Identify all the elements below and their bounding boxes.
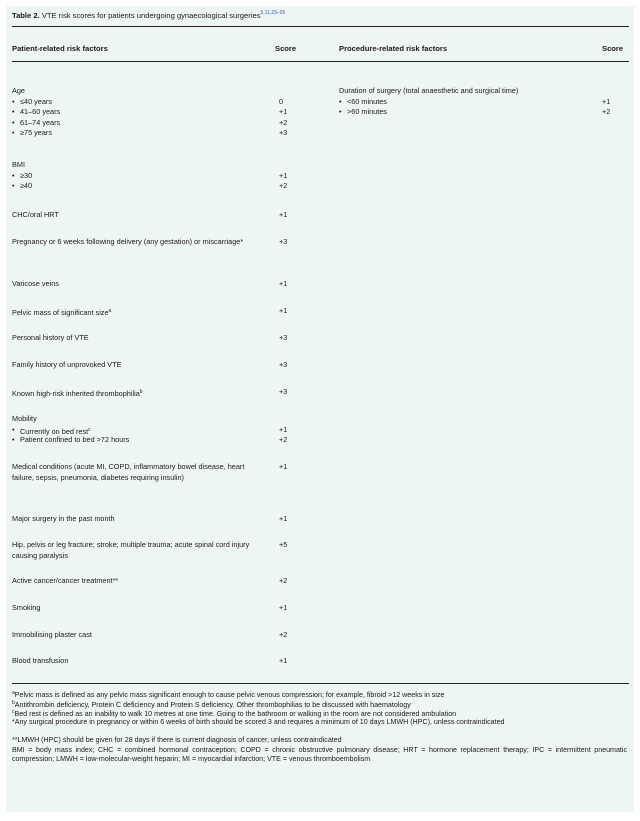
header-procedure: Procedure-related risk factors	[339, 44, 448, 53]
plaster-score: +2	[279, 630, 288, 639]
family-score: +3	[279, 360, 288, 369]
personal-score: +3	[279, 333, 288, 342]
duration-item-2: >60 minutes	[347, 107, 387, 116]
footnote-c-marker: c	[12, 709, 15, 715]
hip-label: Hip, pelvis or leg fracture; stroke; multiple trauma; acute spinal cord injury causing paralysis	[12, 540, 250, 560]
medical-label: Medical conditions (acute MI, COPD, inflammatory bowel disease, heart failure, sepsis, pneumonia, diabetes requiring insulin)	[12, 462, 245, 482]
duration-score-1: +1	[602, 96, 611, 106]
thrombophilia-score: +3	[279, 387, 288, 396]
bullet: •	[12, 128, 15, 137]
mobility-score-2: +2	[279, 435, 288, 444]
transfusion-score: +1	[279, 656, 288, 665]
footnote-a-text: Pelvic mass is defined as any pelvic mass significant enough to cause pelvic venous compression; for example, fibroid >12 weeks in size	[14, 691, 445, 699]
plaster-label: Immobilising plaster cast	[12, 630, 92, 639]
mobility-item-2: Patient confined to bed >72 hours	[20, 435, 130, 444]
footnote-b-marker: b	[12, 699, 15, 706]
personal-label: Personal history of VTE	[12, 333, 89, 342]
mobility-label: Mobility	[12, 414, 37, 423]
age-score-1: 0	[279, 96, 284, 106]
footnote-double-star: **LMWH (HPC) should be given for 28 days if there is current diagnosis of cancer, unless contraindicated	[12, 736, 342, 744]
bullet: •	[12, 170, 15, 180]
top-rule	[12, 26, 629, 27]
family-label: Family history of unprovoked VTE	[12, 360, 122, 369]
thrombophilia-text: Known high-risk inherited thrombophilia	[12, 389, 140, 398]
pelvic-score: +1	[279, 306, 288, 315]
footnote-star: *Any surgical procedure in pregnancy or within 6 weeks of birth should be scored 3 and requires a minimum of 10 days LMWH (HPC), unless contraindicated	[12, 717, 505, 726]
footnote-b-text: Antithrombin deficiency, Protein C deficiency and Protein S deficiency. Other thrombophilias to be discussed with haematology	[14, 700, 411, 709]
bmi-item-1: ≥30	[20, 170, 33, 180]
table-number: Table 2.	[12, 11, 40, 20]
pregnancy-label: Pregnancy or 6 weeks following delivery (any gestation) or miscarriage*	[12, 237, 244, 246]
varicose-score: +1	[279, 279, 288, 288]
pregnancy-score: +3	[279, 237, 288, 246]
mobility-score-1: +1	[279, 424, 288, 434]
pelvic-label	[12, 306, 111, 319]
header-rule	[12, 61, 629, 62]
age-item-2: 41–60 years	[20, 107, 61, 116]
bottom-rule	[12, 683, 629, 684]
smoking-score: +1	[279, 603, 288, 612]
footnote-c-text: Bed rest is defined as an inability to walk 10 metres at one time. Going to the bathroom or walking in the room are not considered ambulation	[14, 710, 457, 718]
bullet: •	[339, 107, 342, 116]
chc-label: CHC/oral HRT	[12, 210, 59, 219]
table-caption: VTE risk scores for patients undergoing gynaecological surgeries	[41, 11, 261, 20]
bullet: •	[12, 96, 15, 106]
bmi-item-2: ≥40	[20, 181, 33, 190]
footnote-ref-c[interactable]: c	[88, 426, 91, 433]
duration-label: Duration of surgery (total anaesthetic and surgical time)	[339, 86, 519, 95]
varicose-label: Varicose veins	[12, 279, 59, 288]
header-score-procedure: Score	[602, 44, 624, 53]
cancer-label: Active cancer/cancer treatment**	[12, 576, 119, 585]
bullet: •	[12, 117, 15, 127]
bullet: •	[12, 181, 15, 190]
smoking-label: Smoking	[12, 603, 41, 612]
medical-score: +1	[279, 462, 288, 471]
age-score-4: +3	[279, 128, 288, 137]
age-label: Age	[12, 86, 25, 95]
table-title	[12, 10, 285, 20]
age-score-2: +1	[279, 107, 288, 116]
duration-score-2: +2	[602, 107, 611, 116]
major-score: +1	[279, 514, 288, 523]
age-item-3: 61–74 years	[20, 117, 61, 127]
bullet: •	[12, 435, 15, 444]
bmi-label: BMI	[12, 160, 25, 169]
mobility-item-1-text: Currently on bed rest	[20, 426, 89, 436]
bullet: •	[12, 424, 15, 434]
bullet: •	[339, 96, 342, 106]
transfusion-label: Blood transfusion	[12, 656, 69, 665]
thrombophilia-label	[12, 387, 143, 400]
footnote-a-marker: a	[12, 690, 15, 696]
footnote-abbreviations: BMI = body mass index; CHC = combined hormonal contraception; COPD = chronic obstructive pulmonary disease; HRT = hormone replacement therapy; IPC = intermittent pneumatic compression; LMWH = low-molecular-weight heparin; MI = myocardial infarction; VTE = venous thromboembolism	[12, 745, 627, 763]
age-item-4: ≥75 years	[20, 128, 52, 137]
chc-score: +1	[279, 210, 288, 219]
header-score: Score	[275, 44, 297, 53]
hip-score: +5	[279, 540, 288, 549]
bullet: •	[12, 107, 15, 116]
duration-item-1: <60 minutes	[347, 96, 387, 106]
age-item-1: ≤40 years	[20, 96, 52, 106]
bmi-score-2: +2	[279, 181, 288, 190]
age-score-3: +2	[279, 117, 288, 127]
header-patient: Patient-related risk factors	[12, 44, 108, 53]
pelvic-text: Pelvic mass of significant size	[12, 308, 109, 317]
major-label: Major surgery in the past month	[12, 514, 115, 523]
cancer-score: +2	[279, 576, 288, 585]
footnote-ref-b[interactable]: b	[139, 389, 143, 395]
title-references[interactable]: 5,11,23–26	[260, 10, 286, 16]
bmi-score-1: +1	[279, 170, 288, 180]
footnote-ref-a[interactable]: a	[108, 308, 112, 314]
